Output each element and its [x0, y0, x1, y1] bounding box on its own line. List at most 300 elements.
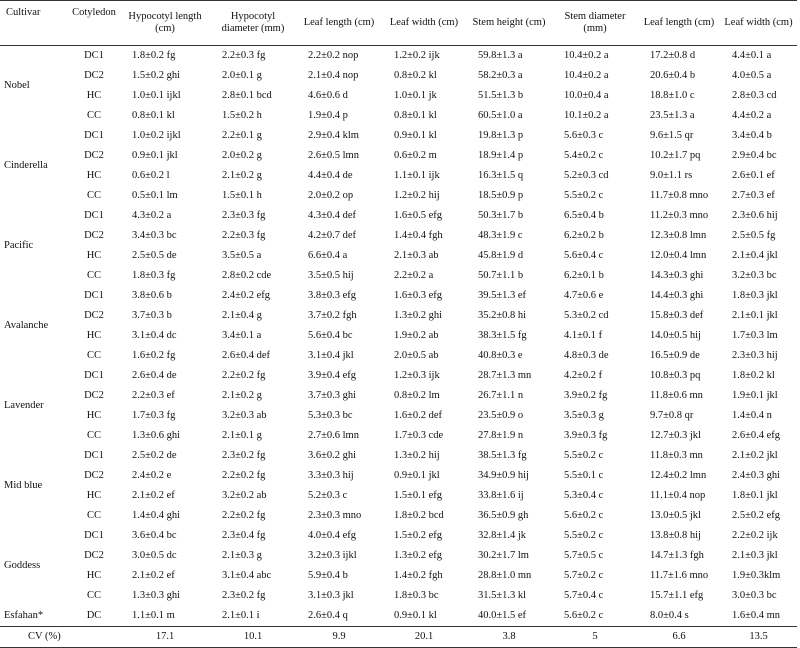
measurement-cell: 2.6±0.4 q	[308, 610, 348, 621]
measurement-cell: 18.8±1.0 c	[650, 90, 695, 101]
measurement-cell: 3.9±0.4 efg	[308, 370, 357, 381]
measurement-cell: 1.5±0.2 efg	[394, 530, 443, 541]
measurement-cell: 3.8±0.3 efg	[308, 290, 357, 301]
cotyledon-type: HC	[86, 90, 102, 101]
measurement-cell: 23.5±1.3 a	[650, 110, 695, 121]
table-row	[0, 546, 797, 566]
measurement-cell: 0.9±0.1 jkl	[132, 150, 178, 161]
measurement-cell: 1.5±0.2 ghi	[132, 70, 181, 81]
table-row	[0, 306, 797, 326]
measurement-cell: 2.5±0.5 fg	[732, 230, 776, 241]
cotyledon-type: DC2	[84, 550, 104, 561]
measurement-cell: 4.4±0.1 a	[732, 50, 772, 61]
measurement-cell: 12.0±0.4 lmn	[650, 250, 707, 261]
measurement-cell: 2.3±0.2 fg	[222, 450, 266, 461]
measurement-cell: 0.8±0.1 kl	[394, 110, 437, 121]
measurement-cell: 2.1±0.2 g	[222, 390, 262, 401]
measurement-cell: 5.5±0.2 c	[564, 190, 604, 201]
measurement-cell: 2.1±0.3 jkl	[732, 550, 778, 561]
measurement-cell: 1.6±0.2 def	[394, 410, 443, 421]
measurement-cell: 5.2±0.3 cd	[564, 170, 609, 181]
cotyledon-type: CC	[86, 350, 101, 361]
cotyledon-type: DC1	[84, 530, 104, 541]
cultivar-name: Esfahan*	[4, 610, 44, 621]
measurement-cell: 2.1±0.2 g	[222, 170, 262, 181]
measurement-cell: 4.6±0.6 d	[308, 90, 348, 101]
measurement-cell: 5.7±0.4 c	[564, 590, 604, 601]
column-header: Stem height (cm)	[466, 1, 552, 46]
measurement-cell: 6.2±0.1 b	[564, 270, 604, 281]
measurement-cell: 2.7±0.3 ef	[732, 190, 775, 201]
table-header	[0, 1, 797, 46]
cotyledon-type: DC	[86, 610, 102, 621]
measurement-cell: 1.8±0.3 fg	[132, 270, 176, 281]
measurement-cell: 11.1±0.4 nop	[650, 490, 706, 501]
measurement-cell: 2.2±0.2 fg	[222, 370, 266, 381]
measurement-cell: 3.1±0.4 jkl	[308, 350, 354, 361]
measurement-cell: 1.8±0.1 jkl	[732, 490, 778, 501]
measurement-cell: 2.2±0.3 fg	[222, 50, 266, 61]
measurement-cell: 5.9±0.4 b	[308, 570, 348, 581]
measurement-cell: 2.8±0.3 cd	[732, 90, 777, 101]
measurement-cell: 1.8±0.3 bc	[394, 590, 439, 601]
measurement-cell: 2.3±0.3 hij	[732, 350, 778, 361]
measurement-cell: 5.6±0.4 c	[564, 250, 604, 261]
table-body	[0, 46, 797, 648]
cv-value: 20.1	[382, 627, 466, 648]
measurement-cell: 18.9±1.4 p	[478, 150, 524, 161]
measurement-cell: 1.7±0.3 fg	[132, 410, 176, 421]
cv-value: 5	[552, 627, 638, 648]
measurement-cell: 3.1±0.4 dc	[132, 330, 177, 341]
cotyledon-type: CC	[86, 110, 101, 121]
measurement-cell: 12.7±0.3 jkl	[650, 430, 701, 441]
measurement-cell: 1.9±0.2 ab	[394, 330, 439, 341]
measurement-cell: 1.9±0.1 jkl	[732, 390, 778, 401]
measurement-cell: 10.8±0.3 pq	[650, 370, 701, 381]
measurement-cell: 6.6±0.4 a	[308, 250, 348, 261]
cotyledon-type: DC2	[84, 310, 104, 321]
measurement-cell: 19.8±1.3 p	[478, 130, 524, 141]
cotyledon-type: HC	[86, 410, 102, 421]
measurement-cell: 1.0±0.2 ijkl	[132, 130, 181, 141]
measurement-cell: 2.8±0.2 cde	[222, 270, 272, 281]
measurement-cell: 5.5±0.2 c	[564, 530, 604, 541]
measurement-cell: 30.2±1.7 lm	[478, 550, 529, 561]
measurement-cell: 58.2±0.3 a	[478, 70, 523, 81]
table-row	[0, 226, 797, 246]
measurement-cell: 3.4±0.1 a	[222, 330, 262, 341]
measurement-cell: 3.6±0.4 bc	[132, 530, 177, 541]
measurement-cell: 0.6±0.2 m	[394, 150, 437, 161]
measurement-cell: 39.5±1.3 ef	[478, 290, 527, 301]
measurement-cell: 48.3±1.9 c	[478, 230, 523, 241]
table-row	[0, 126, 797, 146]
measurement-cell: 2.1±0.1 g	[222, 430, 262, 441]
measurement-cell: 20.6±0.4 b	[650, 70, 696, 81]
measurement-cell: 0.9±0.1 kl	[394, 130, 437, 141]
measurement-cell: 35.2±0.8 hi	[478, 310, 527, 321]
measurement-cell: 2.0±0.2 op	[308, 190, 354, 201]
measurement-cell: 5.5±0.1 c	[564, 470, 604, 481]
cultivar-name: Pacific	[4, 240, 34, 251]
table-row	[0, 386, 797, 406]
measurement-cell: 3.7±0.3 b	[132, 310, 172, 321]
cv-value: 17.1	[120, 627, 210, 648]
measurement-cell: 2.2±0.3 fg	[222, 230, 266, 241]
measurement-cell: 1.8±0.2 bcd	[394, 510, 444, 521]
table-row	[0, 466, 797, 486]
measurement-cell: 5.7±0.5 c	[564, 550, 604, 561]
measurement-cell: 2.1±0.2 ef	[132, 490, 175, 501]
measurement-cell: 0.5±0.1 lm	[132, 190, 178, 201]
measurement-cell: 0.9±0.1 jkl	[394, 470, 440, 481]
measurement-cell: 1.7±0.3 cde	[394, 430, 444, 441]
measurement-cell: 13.8±0.8 hij	[650, 530, 701, 541]
measurement-cell: 2.2±0.2 nop	[308, 50, 359, 61]
measurement-cell: 2.6±0.4 de	[132, 370, 177, 381]
measurement-cell: 13.0±0.5 jkl	[650, 510, 701, 521]
measurement-cell: 45.8±1.9 d	[478, 250, 524, 261]
measurement-cell: 1.2±0.2 hij	[394, 190, 440, 201]
measurement-cell: 4.4±0.4 de	[308, 170, 353, 181]
measurement-cell: 10.4±0.2 a	[564, 70, 609, 81]
measurement-cell: 1.6±0.5 efg	[394, 210, 443, 221]
measurement-cell: 11.7±0.8 mno	[650, 190, 709, 201]
measurement-cell: 1.3±0.3 ghi	[132, 590, 181, 601]
measurement-cell: 3.3±0.3 hij	[308, 470, 354, 481]
measurement-cell: 9.0±1.1 rs	[650, 170, 693, 181]
measurement-cell: 14.7±1.3 fgh	[650, 550, 704, 561]
measurement-cell: 5.6±0.4 bc	[308, 330, 353, 341]
measurement-cell: 1.4±0.2 fgh	[394, 570, 443, 581]
cotyledon-type: HC	[86, 170, 102, 181]
measurement-cell: 3.0±0.5 dc	[132, 550, 177, 561]
measurement-cell: 34.9±0.9 hij	[478, 470, 529, 481]
measurement-cell: 1.3±0.2 ghi	[394, 310, 443, 321]
measurement-cell: 3.5±0.5 hij	[308, 270, 354, 281]
measurement-cell: 5.2±0.3 c	[308, 490, 348, 501]
measurement-cell: 51.5±1.3 b	[478, 90, 524, 101]
measurement-cell: 3.2±0.3 ab	[222, 410, 267, 421]
measurement-cell: 1.4±0.4 fgh	[394, 230, 443, 241]
column-header: Cultivar	[0, 1, 68, 46]
measurement-cell: 5.3±0.4 c	[564, 490, 604, 501]
measurement-cell: 8.0±0.4 s	[650, 610, 689, 621]
measurement-cell: 3.2±0.2 ab	[222, 490, 267, 501]
measurement-cell: 2.3±0.3 mno	[308, 510, 362, 521]
measurement-cell: 2.1±0.1 jkl	[732, 310, 778, 321]
measurement-cell: 17.2±0.8 d	[650, 50, 696, 61]
measurement-cell: 3.7±0.2 fgh	[308, 310, 357, 321]
table-row	[0, 566, 797, 586]
measurement-cell: 10.2±1.7 pq	[650, 150, 701, 161]
table-row	[0, 286, 797, 306]
measurement-cell: 60.5±1.0 a	[478, 110, 523, 121]
cotyledon-type: HC	[86, 490, 102, 501]
cotyledon-type: HC	[86, 250, 102, 261]
table-row	[0, 366, 797, 386]
measurement-cell: 1.0±0.1 jk	[394, 90, 437, 101]
measurement-cell: 12.4±0.2 lmn	[650, 470, 707, 481]
measurement-cell: 28.7±1.3 mn	[478, 370, 532, 381]
measurement-cell: 2.1±0.2 ef	[132, 570, 175, 581]
measurement-cell: 3.4±0.3 bc	[132, 230, 177, 241]
measurement-cell: 1.9±0.3klm	[732, 570, 781, 581]
measurement-cell: 16.5±0.9 de	[650, 350, 700, 361]
measurement-cell: 15.8±0.3 def	[650, 310, 704, 321]
measurement-cell: 4.4±0.2 a	[732, 110, 772, 121]
measurement-cell: 2.4±0.3 ghi	[732, 470, 781, 481]
cotyledon-type: DC1	[84, 210, 104, 221]
measurement-cell: 4.0±0.5 a	[732, 70, 772, 81]
measurement-cell: 1.6±0.3 efg	[394, 290, 443, 301]
cv-value: 9.9	[296, 627, 382, 648]
cotyledon-type: CC	[86, 590, 101, 601]
measurement-cell: 18.5±0.9 p	[478, 190, 524, 201]
measurement-cell: 0.8±0.2 lm	[394, 390, 440, 401]
cv-value: 3.8	[466, 627, 552, 648]
measurement-cell: 1.3±0.6 ghi	[132, 430, 181, 441]
table-row	[0, 606, 797, 627]
measurement-cell: 31.5±1.3 kl	[478, 590, 527, 601]
measurement-cell: 4.8±0.3 de	[564, 350, 609, 361]
measurement-cell: 14.4±0.3 ghi	[650, 290, 704, 301]
measurement-cell: 2.2±0.2 a	[394, 270, 434, 281]
column-header: Hypocotyl length (cm)	[120, 1, 210, 46]
measurement-cell: 0.8±0.2 kl	[394, 70, 437, 81]
measurement-cell: 3.2±0.3 ijkl	[308, 550, 357, 561]
measurement-cell: 2.0±0.1 g	[222, 70, 262, 81]
measurement-cell: 0.6±0.2 l	[132, 170, 170, 181]
measurement-cell: 1.4±0.4 ghi	[132, 510, 181, 521]
measurement-cell: 3.0±0.3 bc	[732, 590, 777, 601]
measurement-cell: 14.3±0.3 ghi	[650, 270, 704, 281]
cotyledon-type: DC2	[84, 470, 104, 481]
measurement-cell: 2.5±0.5 de	[132, 250, 177, 261]
table-row	[0, 346, 797, 366]
measurement-cell: 10.0±0.4 a	[564, 90, 609, 101]
measurement-cell: 11.8±0.6 mn	[650, 390, 703, 401]
cotyledon-type: DC1	[84, 370, 104, 381]
measurement-cell: 27.8±1.9 n	[478, 430, 524, 441]
measurement-cell: 4.3±0.2 a	[132, 210, 172, 221]
measurement-cell: 3.7±0.3 ghi	[308, 390, 357, 401]
measurement-cell: 32.8±1.4 jk	[478, 530, 527, 541]
table-row	[0, 86, 797, 106]
table-row	[0, 66, 797, 86]
measurement-cell: 10.4±0.2 a	[564, 50, 609, 61]
measurement-cell: 2.9±0.4 bc	[732, 150, 777, 161]
measurement-cell: 38.5±1.3 fg	[478, 450, 527, 461]
measurement-cell: 10.1±0.2 a	[564, 110, 609, 121]
measurement-cell: 2.2±0.2 ijk	[732, 530, 778, 541]
measurement-cell: 9.7±0.8 qr	[650, 410, 694, 421]
measurement-cell: 4.7±0.6 e	[564, 290, 604, 301]
measurement-cell: 1.0±0.1 ijkl	[132, 90, 181, 101]
measurement-cell: 2.6±0.4 def	[222, 350, 271, 361]
measurement-cell: 2.2±0.2 fg	[222, 510, 266, 521]
table-row	[0, 266, 797, 286]
measurement-cell: 59.8±1.3 a	[478, 50, 523, 61]
measurement-cell: 1.7±0.3 lm	[732, 330, 778, 341]
measurement-cell: 1.6±0.2 fg	[132, 350, 176, 361]
cultivar-name: Goddess	[4, 560, 41, 571]
measurement-cell: 11.7±1.6 mno	[650, 570, 709, 581]
measurement-cell: 11.2±0.3 mno	[650, 210, 709, 221]
cotyledon-type: DC2	[84, 230, 104, 241]
measurement-cell: 3.5±0.5 a	[222, 250, 262, 261]
measurement-cell: 0.9±0.1 kl	[394, 610, 437, 621]
measurement-cell: 15.7±1.1 efg	[650, 590, 704, 601]
column-header: Hypocotyl diameter (mm)	[210, 1, 296, 46]
measurement-cell: 3.1±0.4 abc	[222, 570, 272, 581]
measurement-cell: 5.7±0.2 c	[564, 570, 604, 581]
measurement-cell: 1.1±0.1 ijk	[394, 170, 440, 181]
measurement-cell: 11.8±0.3 mn	[650, 450, 703, 461]
measurement-cell: 2.7±0.6 lmn	[308, 430, 359, 441]
measurement-cell: 4.1±0.1 f	[564, 330, 603, 341]
measurement-cell: 4.0±0.4 efg	[308, 530, 357, 541]
measurement-cell: 50.7±1.1 b	[478, 270, 524, 281]
measurement-cell: 2.3±0.6 hij	[732, 210, 778, 221]
measurement-cell: 4.2±0.7 def	[308, 230, 357, 241]
measurement-cell: 50.3±1.7 b	[478, 210, 524, 221]
table-row	[0, 446, 797, 466]
measurement-cell: 6.5±0.4 b	[564, 210, 604, 221]
measurement-cell: 23.5±0.9 o	[478, 410, 524, 421]
measurement-cell: 2.1±0.3 g	[222, 550, 262, 561]
table-row	[0, 526, 797, 546]
measurement-cell: 2.5±0.2 efg	[732, 510, 781, 521]
measurement-cell: 3.6±0.2 ghi	[308, 450, 357, 461]
measurement-cell: 1.9±0.4 p	[308, 110, 348, 121]
measurement-cell: 4.3±0.4 def	[308, 210, 357, 221]
cotyledon-type: DC2	[84, 390, 104, 401]
header-row	[0, 1, 797, 46]
table-row	[0, 326, 797, 346]
column-header: Leaf width (cm)	[720, 1, 797, 46]
measurement-cell: 2.1±0.3 ab	[394, 250, 439, 261]
measurement-cell: 1.2±0.2 ijk	[394, 50, 440, 61]
table-row	[0, 146, 797, 166]
measurement-cell: 2.0±0.2 g	[222, 150, 262, 161]
column-header: Leaf length (cm)	[638, 1, 720, 46]
measurement-cell: 2.4±0.2 e	[132, 470, 172, 481]
measurement-cell: 1.1±0.1 m	[132, 610, 175, 621]
cotyledon-type: HC	[86, 330, 102, 341]
cultivar-name: Nobel	[4, 80, 30, 91]
measurement-cell: 5.3±0.3 bc	[308, 410, 353, 421]
measurement-cell: 2.6±0.4 efg	[732, 430, 781, 441]
measurement-cell: 12.3±0.8 lmn	[650, 230, 707, 241]
measurement-cell: 1.8±0.2 kl	[732, 370, 775, 381]
cv-value: 6.6	[638, 627, 720, 648]
measurement-cell: 16.3±1.5 q	[478, 170, 524, 181]
cultivar-name: Avalanche	[4, 320, 49, 331]
measurement-cell: 3.9±0.2 fg	[564, 390, 608, 401]
measurement-cell: 1.5±0.1 h	[222, 190, 262, 201]
measurement-cell: 3.2±0.3 bc	[732, 270, 777, 281]
measurement-cell: 1.5±0.1 efg	[394, 490, 443, 501]
measurement-cell: 5.6±0.3 c	[564, 130, 604, 141]
column-header: Leaf length (cm)	[296, 1, 382, 46]
table-row	[0, 506, 797, 526]
cv-label: CV (%)	[0, 627, 120, 648]
cotyledon-type: DC1	[84, 290, 104, 301]
table-row	[0, 106, 797, 126]
column-header: Stem diameter (mm)	[552, 1, 638, 46]
measurement-cell: 2.8±0.1 bcd	[222, 90, 272, 101]
measurement-cell: 2.0±0.5 ab	[394, 350, 439, 361]
column-header: Cotyledon	[68, 1, 120, 46]
table-row	[0, 166, 797, 186]
cotyledon-type: CC	[86, 510, 101, 521]
cv-value: 10.1	[210, 627, 296, 648]
table-row	[0, 46, 797, 67]
measurement-cell: 2.1±0.2 jkl	[732, 450, 778, 461]
measurement-cell: 3.9±0.3 fg	[564, 430, 608, 441]
measurement-cell: 28.8±1.0 mn	[478, 570, 532, 581]
measurement-cell: 38.3±1.5 fg	[478, 330, 527, 341]
measurement-cell: 2.3±0.4 fg	[222, 530, 266, 541]
measurement-cell: 40.0±1.5 ef	[478, 610, 527, 621]
measurement-cell: 1.8±0.3 jkl	[732, 290, 778, 301]
measurement-cell: 2.9±0.4 klm	[308, 130, 359, 141]
measurement-cell: 2.1±0.1 i	[222, 610, 260, 621]
table-row	[0, 186, 797, 206]
measurement-cell: 2.6±0.1 ef	[732, 170, 775, 181]
cultivar-name: Cinderella	[4, 160, 48, 171]
cotyledon-type: DC1	[84, 130, 104, 141]
measurement-cell: 3.1±0.3 jkl	[308, 590, 354, 601]
cv-row	[0, 627, 797, 648]
cotyledon-type: CC	[86, 190, 101, 201]
measurement-cell: 3.8±0.6 b	[132, 290, 172, 301]
measurement-cell: 5.3±0.2 cd	[564, 310, 609, 321]
measurement-cell: 5.5±0.2 c	[564, 450, 604, 461]
cv-value: 13.5	[720, 627, 797, 648]
measurement-cell: 2.2±0.1 g	[222, 130, 262, 141]
cotyledon-type: DC1	[84, 450, 104, 461]
table-row	[0, 426, 797, 446]
measurement-cell: 14.0±0.5 hij	[650, 330, 701, 341]
cotyledon-type: DC2	[84, 150, 104, 161]
table-row	[0, 246, 797, 266]
measurement-cell: 3.5±0.3 g	[564, 410, 604, 421]
table-row	[0, 486, 797, 506]
measurement-cell: 9.6±1.5 qr	[650, 130, 694, 141]
measurement-cell: 2.5±0.2 de	[132, 450, 177, 461]
measurement-cell: 0.8±0.1 kl	[132, 110, 175, 121]
measurement-cell: 5.6±0.2 c	[564, 510, 604, 521]
measurement-cell: 2.1±0.4 nop	[308, 70, 359, 81]
measurement-cell: 5.6±0.2 c	[564, 610, 604, 621]
cotyledon-type: DC2	[84, 70, 104, 81]
cotyledon-type: HC	[86, 570, 102, 581]
measurement-cell: 2.3±0.3 fg	[222, 210, 266, 221]
cultivar-name: Mid blue	[4, 480, 43, 491]
table-row	[0, 586, 797, 606]
measurement-cell: 1.3±0.2 hij	[394, 450, 440, 461]
measurement-cell: 6.2±0.2 b	[564, 230, 604, 241]
cotyledon-type: DC1	[84, 50, 104, 61]
measurement-cell: 2.4±0.2 efg	[222, 290, 271, 301]
measurement-cell: 2.2±0.2 fg	[222, 470, 266, 481]
measurement-cell: 1.3±0.2 efg	[394, 550, 443, 561]
measurement-cell: 1.6±0.4 mn	[732, 610, 781, 621]
measurement-cell: 2.1±0.4 jkl	[732, 250, 778, 261]
